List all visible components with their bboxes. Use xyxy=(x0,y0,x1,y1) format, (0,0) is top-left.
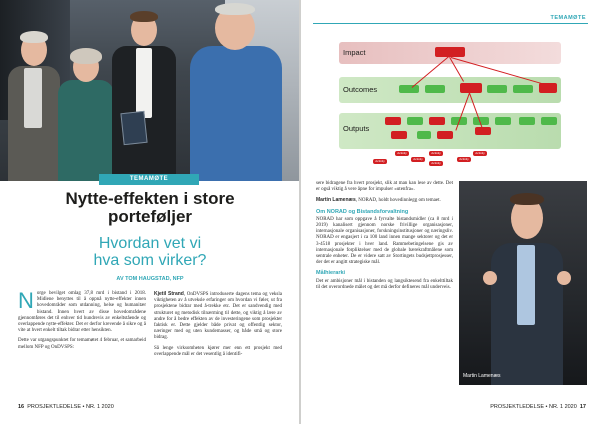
speaker-name: Martin Lamenæs xyxy=(316,197,356,204)
output-box xyxy=(385,117,401,125)
section-heading: Målhierarki xyxy=(316,270,346,277)
article-column-3 xyxy=(316,181,453,295)
paragraph: Dette var utgangspunktet for temamøtet 4 februar, et samarbeid mellom NFP og OnDVSPS: xyxy=(18,338,146,350)
paragraph: Så lenge virksomheten kjører mer enn ett prosjekt med overlappende mål er det vesentlig å identifi- xyxy=(154,345,282,357)
paragraph: , NORAD, holdt hovedinnlegg om temaet. xyxy=(355,198,441,204)
person-2 xyxy=(58,46,114,181)
paragraph: Det er ambisjoner mål i bistanden og langsiktesend fra enkelttiltak til det overordnede målet og det må derfor defineres mål underveis. xyxy=(316,278,453,290)
article-column-1 xyxy=(18,288,146,355)
output-box xyxy=(437,131,453,139)
person-1 xyxy=(6,28,60,181)
page-number: 17 xyxy=(579,404,586,410)
subheadline-line-2: hva som virker? xyxy=(93,252,207,269)
impact-label: Impact xyxy=(343,48,366,57)
outcome-box xyxy=(399,85,419,93)
paragraph: , OnDVSPS introduserte dagens tema og veksla viktigheten av å utveksle erfaringer om hvordan vi føler, ut fra prosjektene bidrar med å-trekke etc. Det er sandvendig med strukturet og metodisk tilnærming til dette, og viktig å lære av andre for å bedre effekten av de investeringene som prosjekter faktisk er. Dette gjelder både privat og offentlig sektor, næringer med og uten kundemasser, og både små og store bidrag. xyxy=(154,292,282,341)
article-column-2 xyxy=(154,291,282,362)
paragraph: sere bidragene fra hvert prosjekt, slik at man kan lese av dette. Det er også viktig å vere åpne for impulser «utenfra». xyxy=(316,181,453,193)
publication-name: PROSJEKTLEDELSE • NR. 1 2020 xyxy=(490,404,577,410)
page-number: 16 xyxy=(18,404,25,410)
activity-tag: Activity xyxy=(429,161,443,166)
drop-cap: N xyxy=(18,288,34,313)
book-prop xyxy=(120,111,147,145)
outcome-box xyxy=(425,85,445,93)
outputs-label: Outputs xyxy=(343,124,370,133)
activity-tag: Activity xyxy=(473,151,487,156)
outcome-box xyxy=(513,85,533,93)
activity-tag: Activity xyxy=(411,157,425,162)
output-box xyxy=(541,117,557,125)
outcome-box xyxy=(460,83,482,93)
output-box xyxy=(429,117,445,125)
headline-line-2: porteføljer xyxy=(107,207,193,226)
publication-name: PROSJEKTLEDELSE • NR. 1 2020 xyxy=(27,404,114,410)
outcome-box xyxy=(539,83,557,93)
section-heading: Om NORAD og Bistandsforvaltning xyxy=(316,208,409,215)
page-footer xyxy=(490,404,586,410)
photo-caption: Martin Lamenæs xyxy=(463,373,501,379)
output-box xyxy=(391,131,407,139)
speaker-photo xyxy=(459,181,587,385)
output-box xyxy=(407,117,423,125)
left-page xyxy=(0,0,299,424)
headline-line-1: Nytte-effekten i store xyxy=(65,189,235,208)
impact-box xyxy=(435,47,465,57)
paragraph: NORAD har som oppgave å fyrvalte bistandsmidler (ca 8 mrd i 2019) kanalisert gjennom norske frivillige organisasjoner, internasjonale organisasjoner, forskningsinstitusjoner og næringsliv. NORAD er engasjert i ca 100 land innen mange sektorer og det er 3-4518 prosjekter i hver land. Rammebetingelsene gis av internasjonale forpliktelser med de globale bærekraftmålene som sentrale enheter. De er videre satt av Stortingets budsjettprosjesser, der det er angitt strategiske mål. xyxy=(316,216,453,266)
outcome-box xyxy=(487,85,507,93)
right-page xyxy=(301,0,600,424)
section-tag: TEMAMØTE xyxy=(550,15,586,21)
byline: AV TOM HAUGSTAD, NFP xyxy=(116,276,184,282)
subheadline-line-1: Hvordan vet vi xyxy=(98,235,202,252)
group-photo xyxy=(0,0,299,181)
person-3 xyxy=(112,8,176,181)
results-chain-diagram xyxy=(339,33,561,173)
output-box xyxy=(495,117,511,125)
activity-tag: Activity xyxy=(457,157,471,162)
page-footer xyxy=(18,404,114,410)
activity-tag: Activity xyxy=(395,151,409,156)
header-rule xyxy=(313,23,588,24)
speaker-name: Kjetil Strand xyxy=(154,291,184,297)
section-tag: TEMAMØTE xyxy=(99,174,199,185)
speaker-figure xyxy=(487,189,567,385)
paragraph: orge bevilget omlag 37,8 mrd i bistand i 2018. Midlene benyttes til å oppnå nytte-effekter innen hovedområder som utdanning, helse og humanitær bistand. Innen hvert av disse hovedområdene gjennomføres det til enhver tid hundrevis av enkeltstående og overlappende nytte-effekter. Det er derfor krevende å sikre og å vite at hvert enkelt tiltak bidrar etter hensikten. xyxy=(18,291,146,334)
outcomes-label: Outcomes xyxy=(343,85,378,94)
output-box xyxy=(417,131,431,139)
output-box xyxy=(519,117,535,125)
person-4 xyxy=(190,2,282,181)
activity-tag: Activity xyxy=(429,151,443,156)
activity-tag: Activity xyxy=(373,159,387,164)
